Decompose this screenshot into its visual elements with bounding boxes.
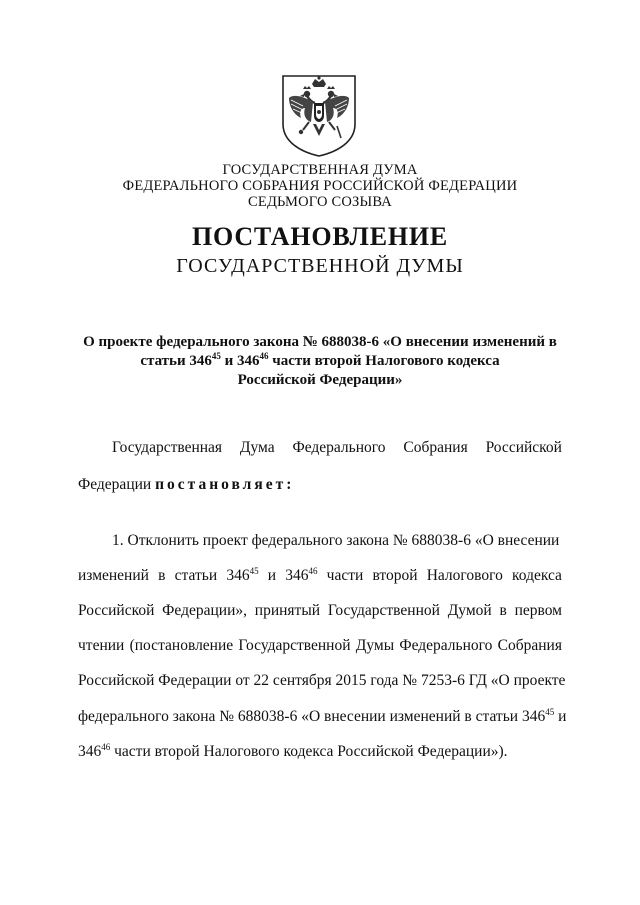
word: Собрания <box>403 439 468 456</box>
subject-text: статьи 346 <box>140 353 212 369</box>
document-subtitle: ГОСУДАРСТВЕННОЙ ДУМЫ <box>176 255 464 277</box>
header-line-federal-assembly: ФЕДЕРАЛЬНОГО СОБРАНИЯ РОССИЙСКОЙ ФЕДЕРАЦИИ <box>122 178 518 194</box>
word: кодекса <box>512 567 562 584</box>
word: Налогового <box>426 567 503 584</box>
subject-line-1: О проекте федерального закона № 688038-6 «О внесении изменений в <box>83 334 557 350</box>
subject-text: и 346 <box>220 353 260 369</box>
word: Государственная <box>112 439 223 456</box>
item1-line-5: Российской Федерации от 22 сентября 2015 года № 7253-6 ГД «О проекте <box>78 672 566 689</box>
item1-line-7 <box>78 743 562 761</box>
word: (постановление <box>129 637 234 654</box>
word: изменений <box>78 567 149 584</box>
superscript: 46 <box>308 566 318 576</box>
word: Российской <box>78 602 155 619</box>
header-line-duma: ГОСУДАРСТВЕННАЯ ДУМА <box>222 162 418 178</box>
item1-line-2 <box>78 567 562 585</box>
word: 346 <box>226 567 250 584</box>
word: Дума <box>239 439 275 456</box>
word: первом <box>514 602 562 619</box>
word: Думой <box>447 602 492 619</box>
word: чтении <box>78 637 125 654</box>
coat-of-arms-emblem <box>279 72 359 158</box>
item1-line-6 <box>78 707 567 726</box>
word: Думы <box>355 637 395 654</box>
word: части <box>326 567 364 584</box>
preamble-line-1 <box>112 439 562 457</box>
word: в <box>158 567 166 584</box>
word-with-sup <box>285 567 317 585</box>
preamble-text: Федерации <box>78 476 156 493</box>
word: Собрания <box>497 637 562 654</box>
superscript: 46 <box>101 742 111 752</box>
word: принятый <box>254 602 321 619</box>
resolves-keyword: постановляет: <box>155 476 295 493</box>
subject-line-3: Российской Федерации» <box>237 372 403 388</box>
word: Федерального <box>292 439 386 456</box>
word: 346 <box>285 567 309 584</box>
subject-text: части второй Налогового кодекса <box>268 353 500 369</box>
preamble-line-2 <box>78 476 562 494</box>
word: статьи <box>174 567 218 584</box>
item1-line-4 <box>78 637 562 655</box>
superscript: 45 <box>211 351 221 361</box>
header-line-convocation: СЕДЬМОГО СОЗЫВА <box>248 194 392 210</box>
word: Государственной <box>238 637 351 654</box>
item1-text: части второй Налогового кодекса Российской Федерации»). <box>110 743 508 760</box>
item1-text: и <box>554 708 567 725</box>
superscript: 46 <box>259 351 269 361</box>
item1-line-3 <box>78 602 562 620</box>
superscript: 45 <box>545 707 555 717</box>
document-title: ПОСТАНОВЛЕНИЕ <box>191 222 449 251</box>
superscript: 45 <box>249 566 259 576</box>
word-with-sup <box>226 567 258 585</box>
word: Российской <box>485 439 562 456</box>
subject-line-2 <box>60 352 580 371</box>
word: в <box>499 602 507 619</box>
item1-line-1: 1. Отклонить проект федерального закона № 688038-6 «О внесении <box>112 532 560 549</box>
word: Федерального <box>399 637 493 654</box>
word: и <box>267 567 277 584</box>
word: второй <box>372 567 418 584</box>
word: Федерации», <box>162 602 247 619</box>
item1-text: федерального закона № 688038-6 «О внесении изменений в статьи 346 <box>78 708 546 725</box>
word: Государственной <box>327 602 440 619</box>
item1-text: 346 <box>78 743 102 760</box>
